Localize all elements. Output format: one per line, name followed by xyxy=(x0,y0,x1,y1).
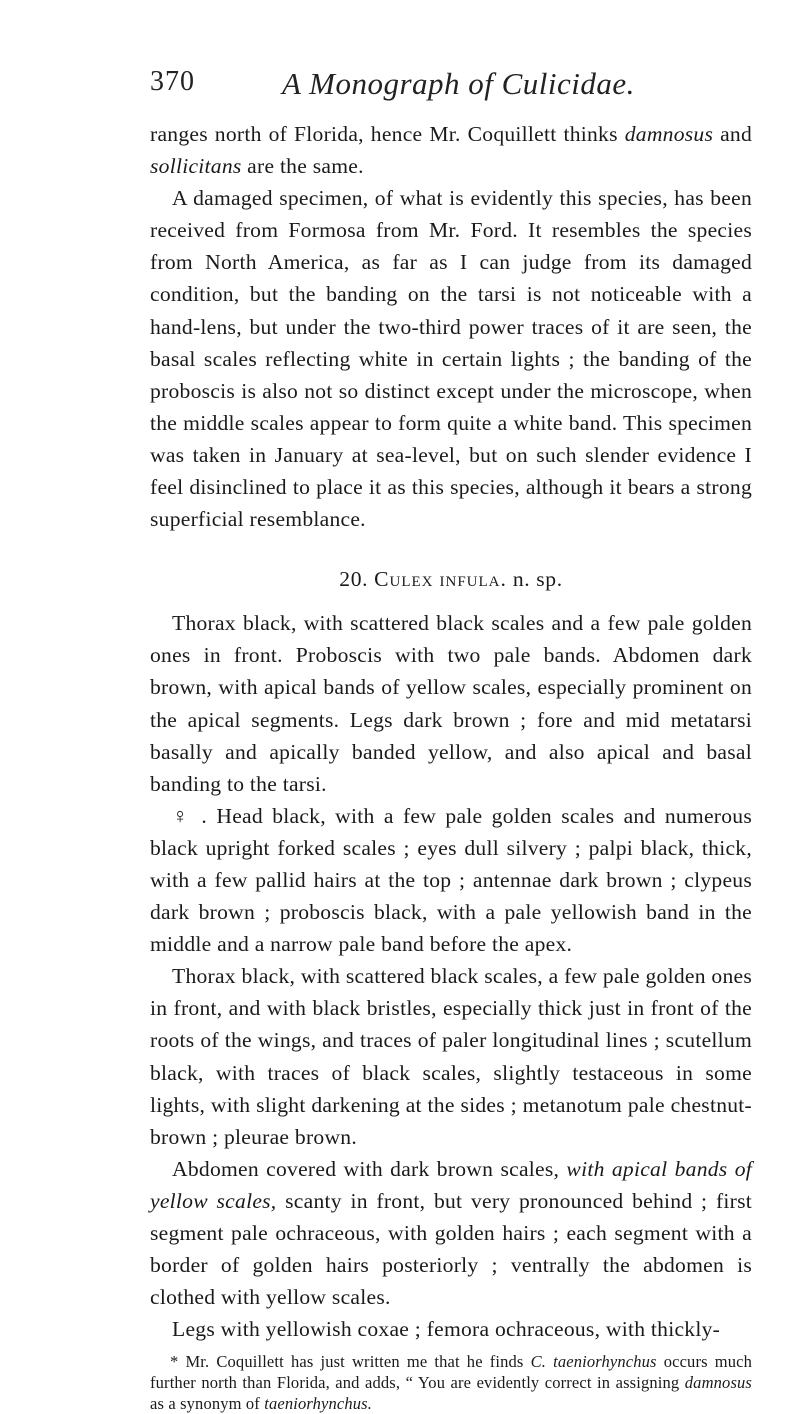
formosa-specimen-paragraph: A damaged specimen, of what is evidently this species, has been received from Formosa from Mr. Ford. It resembles the species from North America, as far as I can judge from its damaged condition, but the banding on the tarsi is not noticeable with a hand-lens, but under the two-third power traces of it are seen, the basal scales reflecting white in certain lights ; the banding of the proboscis is also not so distinct except under the microscope, when the middle scales appear to form quite a white band. This specimen was taken in January at sea-level, but on such slender evidence I feel disinclined to place it as this species, although it bears a strong superficial resemblance. xyxy=(150,186,752,532)
species-heading xyxy=(150,563,752,595)
footnote-text: * Mr. Coquillett has just written me that he finds C. taeniorhynchus occurs much further north than Florida, and adds, “ You are evidently correct in assigning damnosus as a synonym of taeniorhynchus. xyxy=(150,1352,752,1414)
diagnosis-paragraph: Thorax black, with scattered black scales and a few pale golden ones in front. Proboscis with two pale bands. Abdomen dark brown, with apical bands of yellow scales, especially prominent on the apical segments. Legs dark brown ; fore and mid metatarsi basally and apically banded yellow, and also apical and basal banding to the tarsi. xyxy=(150,611,752,796)
body-text xyxy=(150,118,752,1414)
continuation-paragraph: ranges north of Florida, hence Mr. Coquillett thinks damnosus and sollicitans are the same. xyxy=(150,122,752,179)
species-status: n. sp. xyxy=(512,567,563,592)
species-number: 20. xyxy=(339,567,369,592)
female-description-paragraph: ♀ . Head black, with a few pale golden scales and numerous black upright forked scales ; eyes dull silvery ; palpi black, thick, with a few pallid hairs at the top ; antennae dark brown ; clypeus dark brown ; proboscis black, with a pale yellowish band in the middle and a narrow pale band before the apex. xyxy=(150,803,752,957)
species-name: infula. xyxy=(439,567,507,592)
thorax-description-paragraph: Thorax black, with scattered black scales, a few pale golden ones in front, and with black bristles, especially thick just in front of the roots of the wings, and traces of paler longitudinal lines ; scutellum black, with traces of black scales, slightly testaceous in some lights, with slight darkening at the sides ; metanotum pale chestnut-brown ; pleurae brown. xyxy=(150,964,752,1149)
abdomen-description-paragraph: Abdomen covered with dark brown scales, with apical bands of yellow scales, scanty in front, but very pronounced behind ; first segment pale ochraceous, with golden hairs ; each segment with a border of golden hairs posteriorly ; ventrally the abdomen is clothed with yellow scales. xyxy=(150,1156,752,1310)
footnote xyxy=(150,1351,752,1414)
legs-description-paragraph: Legs with yellowish coxae ; femora ochraceous, with thickly- xyxy=(172,1317,721,1342)
page-number: 370 xyxy=(150,66,195,97)
book-title: A Monograph of Culicidae. xyxy=(282,66,635,101)
species-genus: Culex xyxy=(374,567,434,592)
running-head xyxy=(150,66,750,106)
